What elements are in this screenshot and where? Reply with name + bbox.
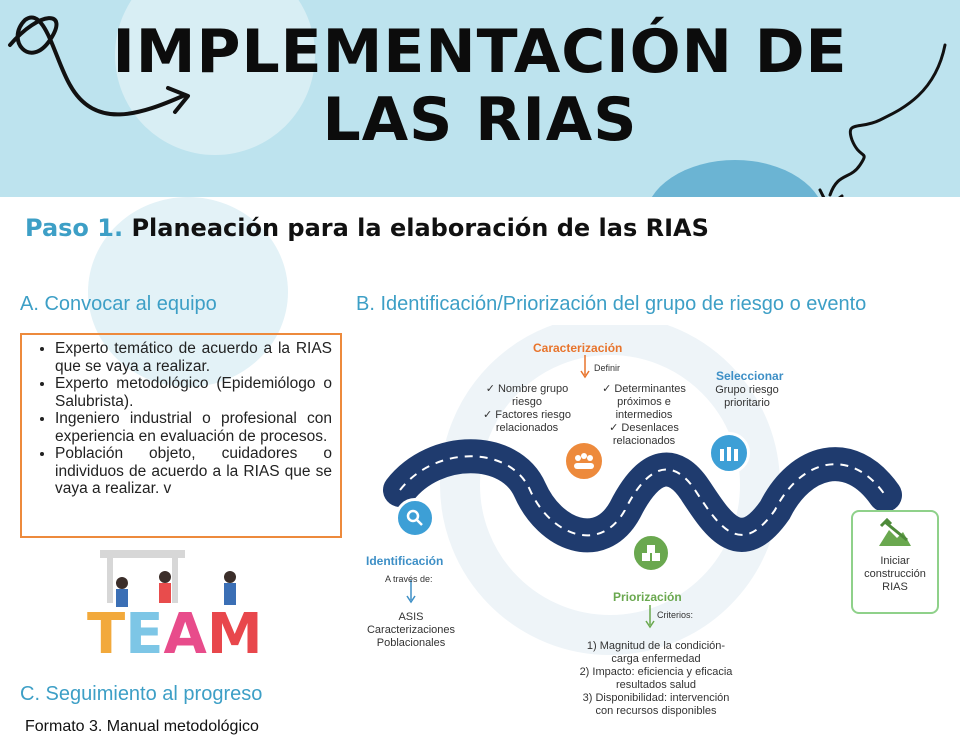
section-a-heading: A. Convocar al equipo xyxy=(20,293,217,315)
list-item: • Experto temático de acuerdo a la RIAS que se vaya a realizar. xyxy=(55,340,332,375)
list-item: • Experto metodológico (Epidemiólogo o Salubrista). xyxy=(55,375,332,410)
construction-icon xyxy=(877,518,913,548)
blocks-icon xyxy=(631,533,671,573)
team-word xyxy=(87,602,263,660)
team-letter-a: A xyxy=(163,602,207,660)
person-icon xyxy=(116,577,128,589)
list-item: • Ingeniero industrial o profesional con experiencia en evaluación de procesos. xyxy=(55,410,332,445)
caracterizacion-sub: Definir xyxy=(594,363,621,373)
priorizacion-label: Priorización xyxy=(613,590,682,604)
team-letter-m: M xyxy=(206,602,263,660)
list-item: ✓ Nombre grupo xyxy=(485,383,569,395)
iniciar-text xyxy=(853,555,937,594)
list-item: ✓ Determinantes xyxy=(602,383,686,395)
list-item: próximos e xyxy=(617,396,671,408)
iniciar-line: RIAS xyxy=(882,581,908,593)
iniciar-box xyxy=(851,510,939,614)
identificacion-sub: A través de: xyxy=(385,574,433,584)
priorizacion-sub: Criterios: xyxy=(657,610,694,620)
list-item: carga enfermedad xyxy=(611,653,701,665)
iniciar-line: Iniciar xyxy=(880,555,910,567)
caracterizacion-right-list xyxy=(594,383,694,448)
team-illustration xyxy=(62,545,272,660)
caracterizacion-left-list xyxy=(477,383,577,435)
list-item: riesgo xyxy=(512,396,542,408)
list-item: resultados salud xyxy=(615,679,697,691)
seleccionar-line: prioritario xyxy=(724,397,770,409)
seleccionar-line: Grupo riesgo xyxy=(715,384,779,396)
section-c-heading: C. Seguimiento al progreso xyxy=(20,683,263,705)
list-item: ASIS xyxy=(398,611,424,623)
person-icon xyxy=(224,571,236,583)
team-requirements-box xyxy=(20,333,342,538)
list-item: • Población objeto, cuidadores o individuos de acuerdo a la RIAS que se vaya a realizar. v xyxy=(55,445,332,498)
step-number: Paso 1. xyxy=(25,214,124,242)
title-line-2: LAS RIAS xyxy=(322,85,638,155)
header-banner xyxy=(0,0,960,197)
list-item: 3) Disponibilidad: intervención xyxy=(582,692,730,704)
list-item: con recursos disponibles xyxy=(595,705,717,717)
search-icon xyxy=(395,498,435,538)
iniciar-line: construcción xyxy=(864,568,926,580)
list-item: relacionados xyxy=(495,422,559,434)
watermark-circle xyxy=(460,335,760,635)
team-letter-t: T xyxy=(87,602,126,660)
seleccionar-text xyxy=(697,384,797,410)
seleccionar-label: Seleccionar xyxy=(716,369,784,383)
identificacion-label: Identificación xyxy=(366,554,444,568)
caracterizacion-label: Caracterización xyxy=(533,341,623,355)
priorizacion-criteria-list xyxy=(566,640,746,718)
list-item: 1) Magnitud de la condición- xyxy=(586,640,726,652)
header-bubble-right xyxy=(645,160,825,197)
format-text: Formato 3. Manual metodológico xyxy=(25,718,259,735)
list-item: Poblacionales xyxy=(376,637,446,649)
team-requirements-list xyxy=(28,340,332,498)
list-item: Caracterizaciones xyxy=(366,624,456,636)
list-item: intermedios xyxy=(615,409,673,421)
section-b-heading: B. Identificación/Priorización del grupo de riesgo o evento xyxy=(356,293,867,315)
identificacion-list xyxy=(351,611,471,650)
person-icon xyxy=(159,571,171,583)
list-item: ✓ Desenlaces xyxy=(609,422,679,434)
step-title xyxy=(25,214,709,242)
people-icon xyxy=(708,432,750,474)
step-text: Planeación para la elaboración de las RIAS xyxy=(131,214,709,242)
title-line-1: IMPLEMENTACIÓN DE xyxy=(112,17,848,87)
list-item: 2) Impacto: eficiencia y eficacia xyxy=(579,666,733,678)
list-item: relacionados xyxy=(612,435,676,447)
team-letter-e: E xyxy=(125,602,164,660)
page-title xyxy=(0,18,960,154)
list-item: ✓ Factores riesgo xyxy=(482,409,572,421)
